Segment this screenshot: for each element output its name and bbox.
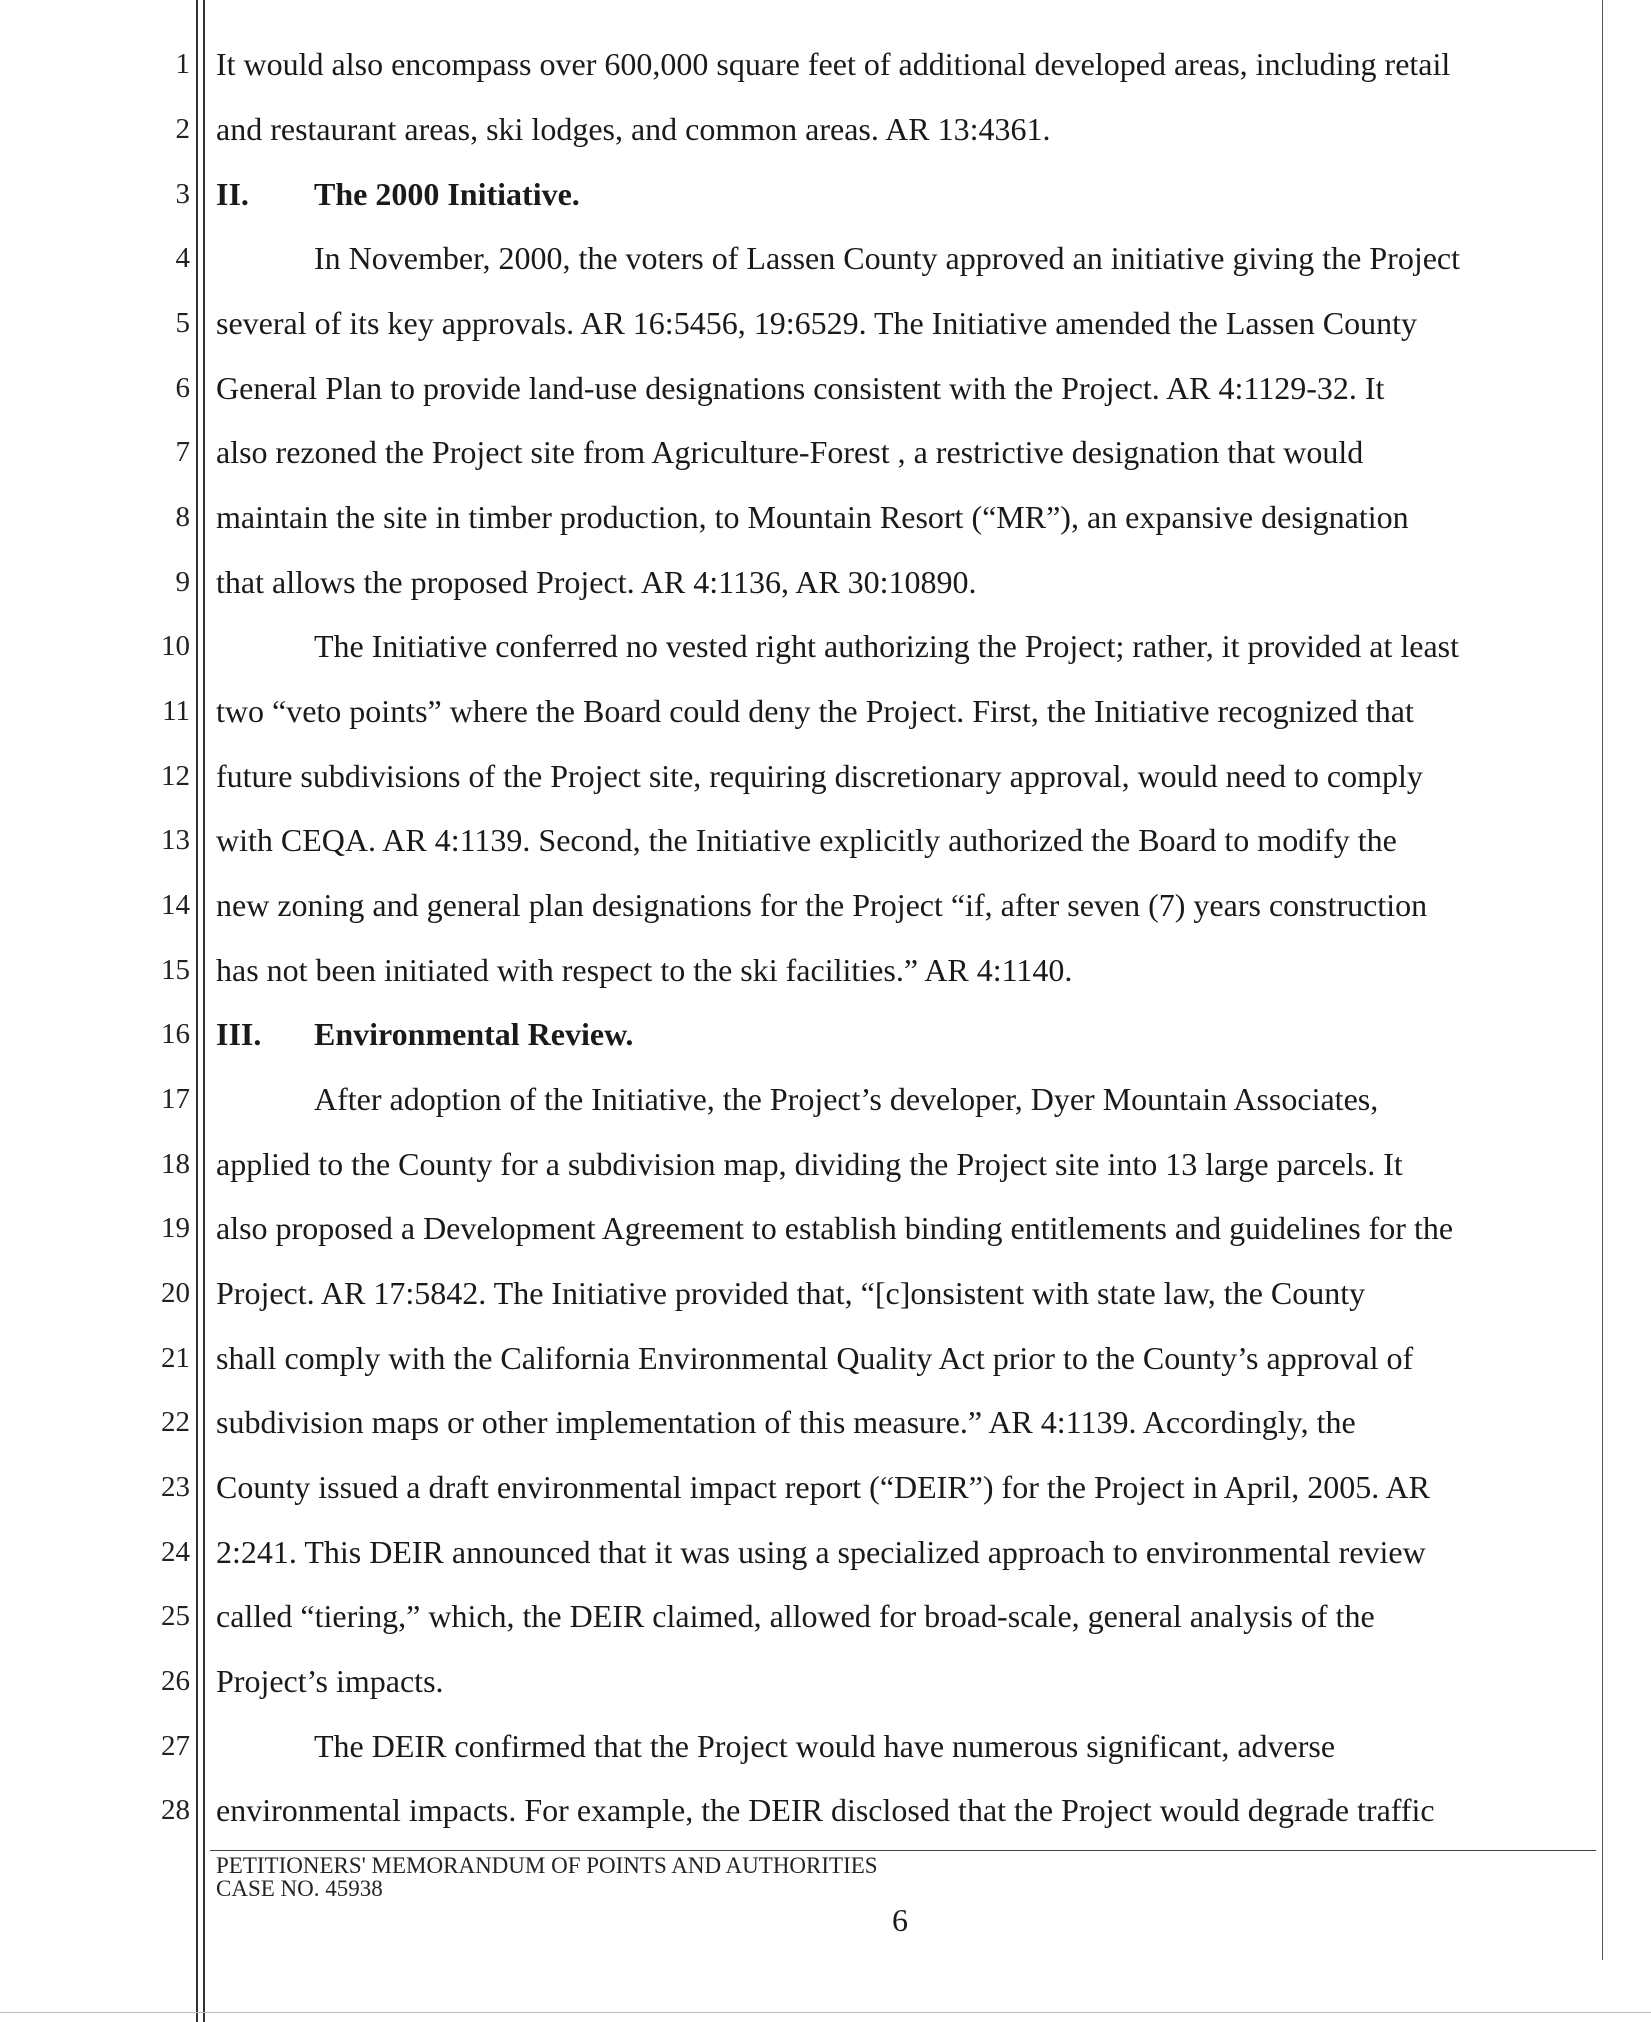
- footer-case-number: CASE NO. 45938: [216, 1876, 383, 1901]
- page-bottom-edge: [0, 2012, 1651, 2013]
- text-line: In November, 2000, the voters of Lassen County approved an initiative giving the Project: [314, 240, 1461, 276]
- line-number: 24: [161, 1536, 190, 1568]
- text-line: called “tiering,” which, the DEIR claimed, allowed for broad-scale, general analysis of the: [216, 1598, 1375, 1634]
- section-heading-iii: [216, 1018, 633, 1050]
- text-line: The DEIR confirmed that the Project would have numerous significant, adverse: [314, 1728, 1336, 1764]
- text-line: environmental impacts. For example, the DEIR disclosed that the Project would degrade traffic: [216, 1792, 1435, 1828]
- text-line: shall comply with the California Environmental Quality Act prior to the County’s approval of: [216, 1340, 1414, 1376]
- footer-rule: [210, 1850, 1596, 1851]
- right-margin-rule: [1602, 0, 1603, 1960]
- line-number: 4: [175, 242, 190, 274]
- text-line: several of its key approvals. AR 16:5456, 19:6529. The Initiative amended the Lassen County: [216, 305, 1417, 341]
- line-number: 5: [175, 307, 190, 339]
- text-line: After adoption of the Initiative, the Project’s developer, Dyer Mountain Associates,: [314, 1081, 1379, 1117]
- footer-document-title: PETITIONERS' MEMORANDUM OF POINTS AND AUTHORITIES: [216, 1853, 878, 1878]
- line-number: 13: [161, 824, 190, 856]
- text-line: subdivision maps or other implementation of this measure.” AR 4:1139. Accordingly, the: [216, 1404, 1356, 1440]
- line-number: 12: [161, 760, 190, 792]
- text-line: two “veto points” where the Board could deny the Project. First, the Initiative recognized that: [216, 693, 1414, 729]
- line-number: 9: [175, 566, 190, 598]
- line-number: 2: [175, 113, 190, 145]
- text-line: that allows the proposed Project. AR 4:1136, AR 30:10890.: [216, 564, 977, 600]
- line-number: 10: [161, 630, 190, 662]
- text-line: The Initiative conferred no vested right authorizing the Project; rather, it provided at least: [314, 628, 1459, 664]
- line-number: 7: [175, 436, 190, 468]
- left-margin-rule-inner: [203, 0, 205, 2022]
- line-number: 22: [161, 1406, 190, 1438]
- line-number: 11: [162, 695, 190, 727]
- text-line: also rezoned the Project site from Agriculture-Forest , a restrictive designation that would: [216, 434, 1364, 470]
- section-title: The 2000 Initiative.: [314, 176, 580, 212]
- text-line: 2:241. This DEIR announced that it was using a specialized approach to environmental review: [216, 1534, 1426, 1570]
- text-line: General Plan to provide land-use designations consistent with the Project. AR 4:1129-32. It: [216, 370, 1385, 406]
- left-margin-rule: [196, 0, 198, 2022]
- line-number: 20: [161, 1277, 190, 1309]
- section-title: Environmental Review.: [314, 1016, 634, 1052]
- text-line: County issued a draft environmental impact report (“DEIR”) for the Project in April, 2005. AR: [216, 1469, 1430, 1505]
- line-number: 3: [175, 178, 190, 210]
- text-line: and restaurant areas, ski lodges, and common areas. AR 13:4361.: [216, 111, 1051, 147]
- line-number: 14: [161, 889, 190, 921]
- section-number: II.: [216, 176, 249, 212]
- text-line: maintain the site in timber production, to Mountain Resort (“MR”), an expansive designation: [216, 499, 1409, 535]
- line-number: 23: [161, 1471, 190, 1503]
- page-number: 6: [892, 1902, 908, 1938]
- text-line: with CEQA. AR 4:1139. Second, the Initiative explicitly authorized the Board to modify the: [216, 822, 1397, 858]
- text-line: new zoning and general plan designations for the Project “if, after seven (7) years construction: [216, 887, 1428, 923]
- line-number: 1: [175, 48, 190, 80]
- text-line: has not been initiated with respect to the ski facilities.” AR 4:1140.: [216, 952, 1073, 988]
- line-number: 27: [161, 1730, 190, 1762]
- text-line: Project. AR 17:5842. The Initiative provided that, “[c]onsistent with state law, the County: [216, 1275, 1366, 1311]
- line-number: 21: [161, 1342, 190, 1374]
- line-number: 28: [161, 1794, 190, 1826]
- text-line: applied to the County for a subdivision map, dividing the Project site into 13 large parcels. It: [216, 1146, 1403, 1182]
- line-number: 26: [161, 1665, 190, 1697]
- line-number: 16: [161, 1018, 190, 1050]
- line-number: 18: [161, 1148, 190, 1180]
- section-heading-ii: [216, 178, 580, 210]
- text-line: also proposed a Development Agreement to establish binding entitlements and guidelines for the: [216, 1210, 1454, 1246]
- line-number: 8: [175, 501, 190, 533]
- line-number: 25: [161, 1600, 190, 1632]
- text-line: future subdivisions of the Project site, requiring discretionary approval, would need to comply: [216, 758, 1423, 794]
- line-number: 19: [161, 1212, 190, 1244]
- section-number: III.: [216, 1016, 262, 1052]
- line-number: 6: [175, 372, 190, 404]
- text-line: It would also encompass over 600,000 square feet of additional developed areas, including retail: [216, 46, 1451, 82]
- text-line: Project’s impacts.: [216, 1663, 444, 1699]
- line-number: 15: [161, 954, 190, 986]
- line-number: 17: [161, 1083, 190, 1115]
